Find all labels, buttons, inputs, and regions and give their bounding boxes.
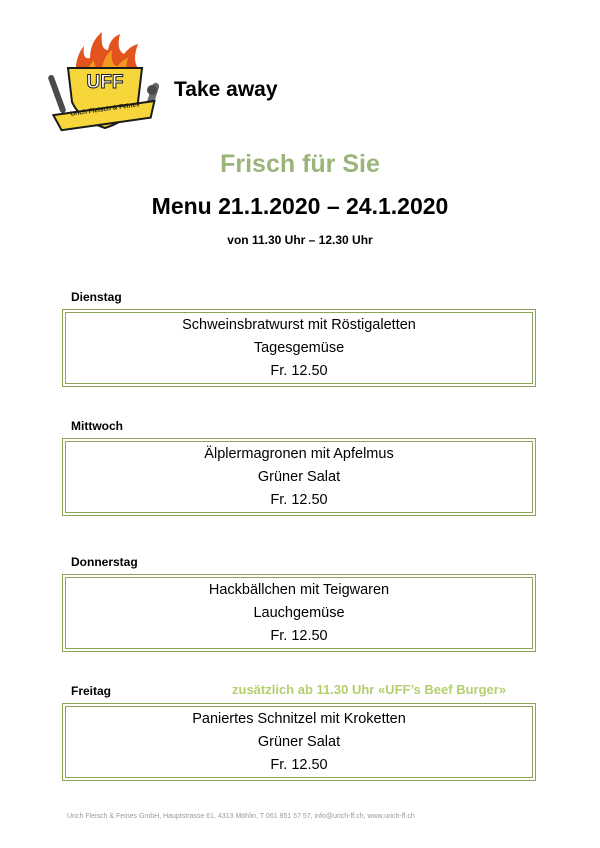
- dish-price: Fr. 12.50: [270, 362, 328, 379]
- menu-box-mittwoch: [62, 438, 536, 516]
- dish-side: Grüner Salat: [257, 468, 341, 485]
- tagline: Frisch für Sie: [220, 150, 380, 178]
- dish-side: Grüner Salat: [257, 733, 341, 750]
- menu-box-inner: [65, 312, 533, 384]
- dish-side: Lauchgemüse: [253, 604, 345, 621]
- menu-box-inner: [65, 441, 533, 513]
- menu-box-donnerstag: [62, 574, 536, 652]
- service-hours: von 11.30 Uhr – 12.30 Uhr: [227, 233, 373, 247]
- menu-box-inner: [65, 706, 533, 778]
- dish-name: Paniertes Schnitzel mit Kroketten: [192, 710, 406, 727]
- takeaway-heading: Take away: [174, 78, 278, 101]
- menu-box-inner: [65, 577, 533, 649]
- dish-price: Fr. 12.50: [270, 627, 328, 644]
- day-label-freitag: Freitag: [71, 684, 112, 698]
- menu-box-dienstag: [62, 309, 536, 387]
- dish-price: Fr. 12.50: [270, 756, 328, 773]
- dish-side: Tagesgemüse: [253, 339, 345, 356]
- day-label-donnerstag: Donnerstag: [71, 555, 138, 569]
- uff-logo: [46, 28, 164, 146]
- day-label-mittwoch: Mittwoch: [71, 419, 123, 433]
- logo-banner-text: Urich Fleisch & Feines: [69, 101, 141, 118]
- menu-title: Menu 21.1.2020 – 24.1.2020: [151, 193, 449, 219]
- footer-contact: Urich Fleisch & Feines GmbH, Hauptstrasse 61, 4313 Möhlin, T 061 851 57 57, info@urich-ff.ch, www.urich-ff.ch: [67, 813, 415, 820]
- friday-special-note: zusätzlich ab 11.30 Uhr «UFF’s Beef Burger»: [232, 682, 507, 697]
- dish-name: Älplermagronen mit Apfelmus: [204, 445, 394, 462]
- menu-box-freitag: [62, 703, 536, 781]
- dish-name: Schweinsbratwurst mit Röstigaletten: [182, 316, 416, 333]
- dish-name: Hackbällchen mit Teigwaren: [208, 581, 390, 598]
- day-label-dienstag: Dienstag: [71, 290, 122, 304]
- dish-price: Fr. 12.50: [270, 491, 328, 508]
- logo-letters: UFF: [86, 72, 124, 93]
